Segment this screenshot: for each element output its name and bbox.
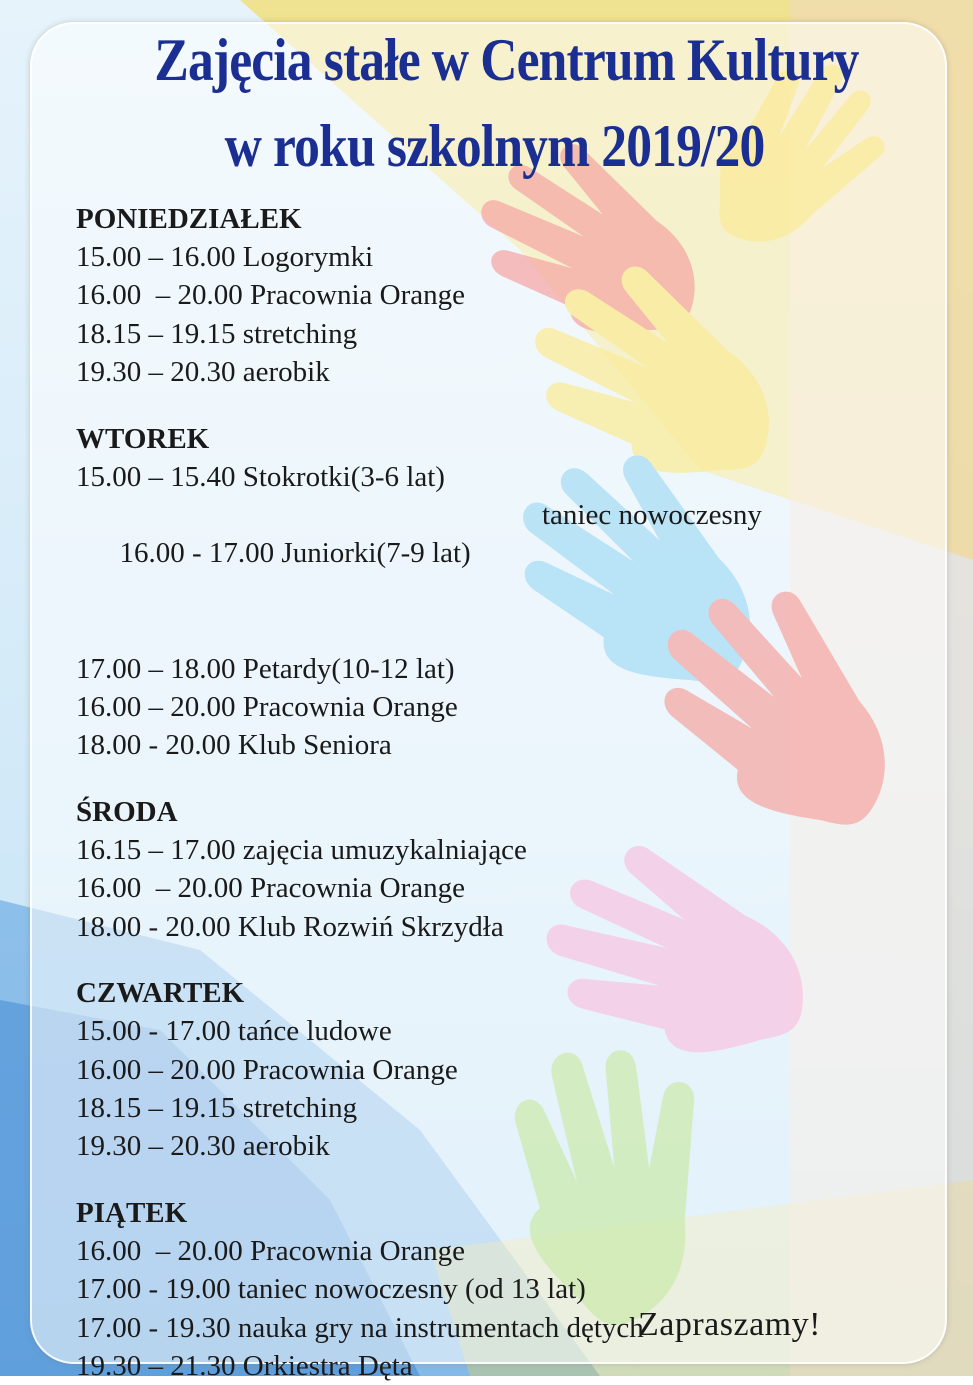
day-heading: WTOREK [76, 422, 210, 455]
closing-invitation: Zapraszamy! [638, 1306, 821, 1343]
schedule-entry: 18.00 - 20.00 Klub Seniora [76, 729, 392, 762]
day-thursday [76, 974, 876, 1166]
schedule-entry: 16.00 – 20.00 Pracownia Orange [76, 872, 465, 905]
schedule-entry: 16.00 – 20.00 Pracownia Orange [76, 1053, 458, 1086]
schedule-entry-with-note [76, 496, 876, 650]
schedule-entry: 19.30 – 20.30 aerobik [76, 356, 330, 389]
schedule-entry: 16.00 – 20.00 Pracownia Orange [76, 279, 465, 312]
day-heading: PONIEDZIAŁEK [76, 203, 302, 235]
page-title: Zajęcia stałe w Centrum Kultury [154, 27, 859, 93]
schedule-entry: 16.00 – 20.00 Pracownia Orange [76, 1234, 465, 1267]
schedule-entry: 17.00 – 18.00 Petardy(10-12 lat) [76, 652, 455, 685]
schedule-entry: 17.00 - 19.30 nauka gry na instrumentach dętych [76, 1311, 644, 1344]
schedule-entry: 16.00 – 20.00 Pracownia Orange [76, 691, 458, 724]
weekly-schedule [76, 200, 876, 1385]
page-subtitle: w roku szkolnym 2019/20 [224, 113, 765, 179]
schedule-entry: 18.00 - 20.00 Klub Rozwiń Skrzydła [76, 910, 504, 943]
schedule-entry: 17.00 - 19.00 taniec nowoczesny (od 13 lat) [76, 1273, 586, 1306]
schedule-note: taniec nowoczesny [542, 499, 762, 532]
schedule-entry-text: 16.00 - 17.00 Juniorki(7-9 lat) [119, 537, 471, 570]
day-tuesday [76, 420, 876, 765]
day-friday [76, 1194, 876, 1385]
schedule-entry: 15.00 – 16.00 Logorymki [76, 241, 374, 273]
schedule-entry: 19.30 – 21.30 Orkiestra Dęta [76, 1349, 413, 1382]
schedule-entry: 15.00 – 15.40 Stokrotki(3-6 lat) [76, 460, 445, 493]
schedule-entry: 18.15 – 19.15 stretching [76, 317, 358, 350]
day-monday [76, 200, 876, 392]
day-wednesday [76, 793, 876, 946]
schedule-entry: 19.30 – 20.30 aerobik [76, 1130, 330, 1163]
schedule-entry: 16.15 – 17.00 zajęcia umuzykalniające [76, 833, 527, 866]
schedule-entry: 18.15 – 19.15 stretching [76, 1091, 358, 1124]
day-heading: CZWARTEK [76, 977, 245, 1010]
schedule-entry: 15.00 - 17.00 tańce ludowe [76, 1015, 392, 1048]
day-heading: ŚRODA [76, 795, 178, 828]
day-heading: PIĄTEK [76, 1196, 188, 1229]
